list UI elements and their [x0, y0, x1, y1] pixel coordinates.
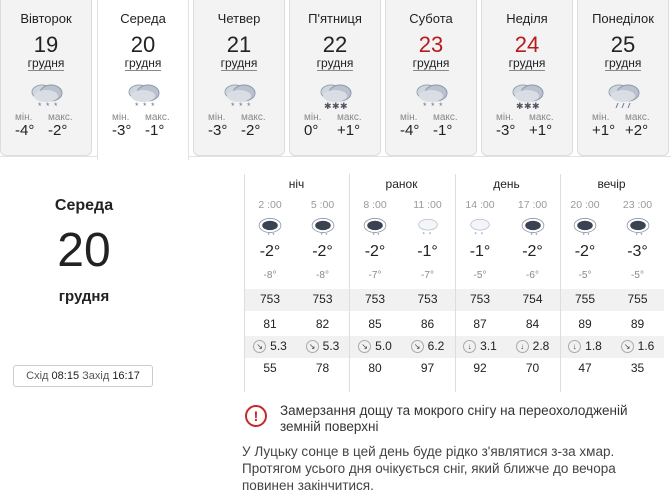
svg-text:*: *: [587, 233, 590, 239]
hour-feels-like: -7°: [421, 270, 434, 281]
hour-time: 11 :00: [413, 199, 442, 211]
day-tab[interactable]: [193, 0, 285, 156]
sunrise-time: 08:15: [51, 370, 80, 382]
wind-direction-icon: ↘: [411, 340, 424, 353]
sunrise-label: Схід: [26, 370, 49, 382]
hour-pressure: 753: [259, 292, 281, 306]
day-tab-max-temp: +1°: [337, 122, 361, 139]
hour-wind: [349, 339, 401, 353]
hour-time: 17 :00: [517, 199, 548, 211]
hour-pressure: 755: [574, 292, 596, 306]
day-tab-number: 21: [226, 32, 252, 57]
wind-direction-icon: ↘: [253, 340, 266, 353]
hour-feels-like: -8°: [263, 270, 277, 281]
hour-humidity: 84: [525, 317, 540, 331]
weather-icon: [507, 215, 559, 239]
hour-precipitation: 35: [630, 361, 645, 375]
day-tab-min-temp: -3°: [208, 122, 228, 139]
cloud-snow-icon: [29, 80, 65, 110]
svg-text:*: *: [431, 101, 435, 110]
svg-text:*: *: [582, 233, 585, 239]
day-tab-month: грудня: [316, 56, 354, 70]
svg-text:*: *: [38, 101, 42, 110]
day-tab-weekday: Вівторок: [20, 11, 72, 26]
hour-precipitation: 97: [420, 361, 435, 375]
period-label: ранок: [385, 177, 418, 191]
day-tab-max-temp: +2°: [625, 122, 649, 139]
hour-precipitation: 70: [525, 361, 540, 375]
hour-time: 23 :00: [622, 199, 653, 211]
wind-direction-icon: ↓: [516, 340, 529, 353]
wind-direction-icon: ↘: [358, 340, 371, 353]
wind-direction-icon: ↘: [306, 340, 319, 353]
day-tab-min-label: мін.: [496, 112, 514, 123]
hour-time: 20 :00: [570, 199, 600, 211]
hour-feels-like: -5°: [578, 270, 592, 281]
svg-text:✱: ✱: [516, 101, 524, 110]
svg-text:*: *: [530, 233, 533, 239]
day-tab-month: грудня: [124, 56, 162, 70]
hour-wind: [244, 339, 296, 353]
svg-text:*: *: [46, 101, 50, 110]
hour-wind: [297, 339, 349, 353]
wind-speed: 1.6: [637, 339, 655, 353]
svg-text:*: *: [143, 101, 147, 110]
alert-text: Замерзання дощу та мокрого снігу на переохолодженій земній поверхні: [280, 403, 628, 434]
day-tab[interactable]: [97, 0, 189, 160]
svg-text:✱: ✱: [524, 101, 532, 110]
weather-icon: [297, 215, 349, 239]
selected-weekday: Середа: [54, 197, 114, 214]
hour-pressure: 753: [469, 292, 491, 306]
day-tab-min-label: мін.: [400, 112, 418, 123]
day-description: У Луцьку сонце в цей день буде рідко з'являтися з-за хмар. Протягом усього дня очікується сніг, який ближче до вечора повинен закінчитися.: [242, 444, 616, 493]
day-tab[interactable]: [289, 0, 381, 156]
day-tab-min-label: мін.: [112, 112, 130, 123]
day-tabs: [0, 0, 671, 158]
cloud-snow-heavy-icon: [510, 80, 546, 110]
day-tab-number: 19: [33, 32, 59, 57]
day-tab-max-temp: -2°: [48, 122, 68, 139]
day-tab-weekday: Понеділок: [592, 11, 654, 26]
hour-temperature: -2°: [364, 243, 386, 260]
wind-speed: 3.1: [480, 339, 497, 353]
svg-text:*: *: [320, 233, 323, 239]
svg-text:*: *: [267, 233, 270, 239]
warning-icon: !: [245, 405, 267, 427]
hour-pressure: 754: [522, 292, 543, 306]
hour-humidity: 81: [263, 317, 277, 331]
day-tab-month: грудня: [604, 56, 642, 70]
day-tab-max-label: макс.: [48, 112, 73, 123]
svg-text:*: *: [439, 101, 443, 110]
hour-temperature: -1°: [469, 243, 491, 260]
weather-icon: [612, 215, 664, 239]
hour-humidity: 89: [578, 317, 592, 331]
cloud-snow-icon: [222, 80, 258, 110]
cloud-snow-icon: [126, 80, 162, 110]
wind-direction-icon: ↘: [621, 340, 634, 353]
svg-text:*: *: [247, 101, 251, 110]
hour-temperature: -2°: [259, 243, 281, 260]
svg-text:✱: ✱: [324, 101, 332, 110]
day-tab-max-label: макс.: [433, 112, 458, 123]
hour-precipitation: 78: [315, 361, 330, 375]
svg-text:*: *: [423, 101, 427, 110]
cloud-snow-heavy-icon: [318, 80, 354, 110]
svg-text:*: *: [474, 231, 477, 239]
selected-month: грудня: [58, 288, 110, 305]
day-tab-weekday: П'ятниця: [308, 11, 362, 26]
day-tab-min-temp: +1°: [592, 122, 616, 139]
day-tab-month: грудня: [412, 56, 450, 70]
wind-speed: 6.2: [427, 339, 445, 353]
weather-icon: [244, 215, 296, 239]
hour-precipitation: 47: [578, 361, 592, 375]
wind-speed: 5.3: [270, 339, 287, 353]
day-tab-max-label: макс.: [241, 112, 266, 123]
svg-text:✱: ✱: [332, 101, 340, 110]
hour-feels-like: -7°: [368, 270, 382, 281]
hour-temperature: -2°: [574, 243, 596, 260]
hour-pressure: 753: [312, 292, 333, 306]
svg-text:*: *: [480, 231, 484, 239]
sunrise-sunset: [13, 365, 153, 387]
day-tab-min-temp: -3°: [496, 122, 516, 139]
day-tab-weekday: Четвер: [217, 11, 261, 26]
period-label: день: [493, 177, 520, 191]
cloud-snow-icon: [414, 80, 450, 110]
wind-speed: 1.8: [585, 339, 602, 353]
hour-time: 2 :00: [258, 199, 282, 211]
day-tab-min-temp: -4°: [400, 122, 420, 139]
hour-precipitation: 80: [368, 361, 382, 375]
svg-text:✱: ✱: [340, 101, 348, 110]
svg-text:*: *: [135, 101, 139, 110]
day-tab-min-temp: -3°: [112, 122, 132, 139]
svg-text:*: *: [272, 233, 275, 239]
svg-text:*: *: [372, 233, 375, 239]
day-tab-min-label: мін.: [15, 112, 33, 123]
day-tab[interactable]: [0, 0, 92, 156]
svg-text:*: *: [231, 101, 235, 110]
hour-feels-like: -8°: [316, 270, 329, 281]
svg-text:*: *: [639, 233, 642, 239]
day-tab-max-temp: -1°: [433, 122, 453, 139]
day-tab-number: 24: [514, 32, 540, 57]
hour-humidity: 86: [420, 317, 435, 331]
hour-feels-like: -5°: [631, 270, 644, 281]
day-tab-month: грудня: [508, 56, 546, 70]
day-tab-max-temp: +1°: [529, 122, 553, 139]
day-tab-max-label: макс.: [625, 112, 650, 123]
wind-speed: 2.8: [532, 339, 550, 353]
svg-text:*: *: [54, 101, 58, 110]
day-tab-max-label: макс.: [145, 112, 170, 123]
day-tab-number: 20: [130, 32, 156, 57]
hour-wind: [454, 339, 506, 353]
day-tab-number: 22: [322, 32, 348, 57]
hour-precipitation: 55: [263, 361, 277, 375]
hour-wind: [612, 339, 664, 353]
day-tab-number: 25: [610, 32, 636, 57]
hour-precipitation: 92: [473, 361, 487, 375]
day-tab-max-label: макс.: [337, 112, 362, 123]
weather-icon: [454, 215, 506, 239]
day-tab-weekday: Субота: [409, 11, 453, 26]
hour-wind: [507, 339, 559, 353]
wind-direction-icon: ↓: [568, 340, 581, 353]
hour-feels-like: -6°: [526, 270, 539, 281]
weather-icon: [559, 215, 611, 239]
day-tab-min-label: мін.: [208, 112, 226, 123]
hour-wind: [559, 339, 611, 353]
svg-text:*: *: [324, 233, 327, 239]
hour-temperature: -1°: [417, 243, 438, 260]
hour-temperature: -3°: [627, 243, 648, 260]
period-headers: [244, 177, 664, 193]
sunset-time: 16:17: [112, 370, 140, 382]
hour-humidity: 82: [315, 317, 330, 331]
hour-pressure: 755: [627, 292, 648, 306]
svg-text:*: *: [239, 101, 243, 110]
svg-text:*: *: [635, 233, 638, 239]
wind-speed: 5.0: [375, 339, 392, 353]
hour-time: 14 :00: [465, 199, 495, 211]
hour-time: 5 :00: [310, 199, 335, 211]
svg-text:*: *: [534, 233, 537, 239]
day-tab-max-temp: -1°: [145, 122, 165, 139]
day-tab[interactable]: [481, 0, 573, 156]
hour-time: 8 :00: [363, 199, 387, 211]
svg-text:*: *: [428, 231, 431, 239]
weather-icon: [402, 215, 454, 239]
day-tab-min-temp: 0°: [304, 122, 319, 139]
day-tab-weekday: Неділя: [506, 11, 548, 26]
day-tab-weekday: Середа: [120, 11, 166, 26]
selected-day-number: 20: [57, 224, 111, 277]
sunset-label: Захід: [82, 370, 110, 382]
hour-temperature: -2°: [312, 243, 333, 260]
period-label: вечір: [597, 177, 626, 191]
hour-temperature: -2°: [522, 243, 543, 260]
day-detail-panel: [0, 156, 671, 500]
hour-humidity: 87: [473, 317, 487, 331]
day-tab-min-label: мін.: [592, 112, 610, 123]
hour-feels-like: -5°: [473, 270, 487, 281]
svg-text:*: *: [422, 231, 425, 239]
svg-text:✱: ✱: [532, 101, 540, 110]
day-tab-min-label: мін.: [304, 112, 322, 123]
day-tab-max-label: макс.: [529, 112, 554, 123]
period-label: ніч: [288, 177, 305, 191]
day-tab[interactable]: [385, 0, 477, 156]
wind-speed: 5.3: [322, 339, 340, 353]
day-tab-month: грудня: [27, 56, 65, 70]
day-tab-min-temp: -4°: [15, 122, 35, 139]
day-tab-number: 23: [418, 32, 444, 57]
hour-humidity: 89: [630, 317, 645, 331]
day-tab-max-temp: -2°: [241, 122, 261, 139]
wind-direction-icon: ↓: [463, 340, 476, 353]
svg-text:*: *: [377, 233, 380, 239]
day-tab[interactable]: [577, 0, 669, 156]
hour-pressure: 753: [364, 292, 386, 306]
day-tab-month: грудня: [220, 56, 258, 70]
svg-text:*: *: [151, 101, 155, 110]
weather-icon: [349, 215, 401, 239]
hour-humidity: 85: [368, 317, 382, 331]
hour-pressure: 753: [417, 292, 438, 306]
hour-wind: [402, 339, 454, 353]
cloud-rain-icon: [606, 80, 642, 110]
